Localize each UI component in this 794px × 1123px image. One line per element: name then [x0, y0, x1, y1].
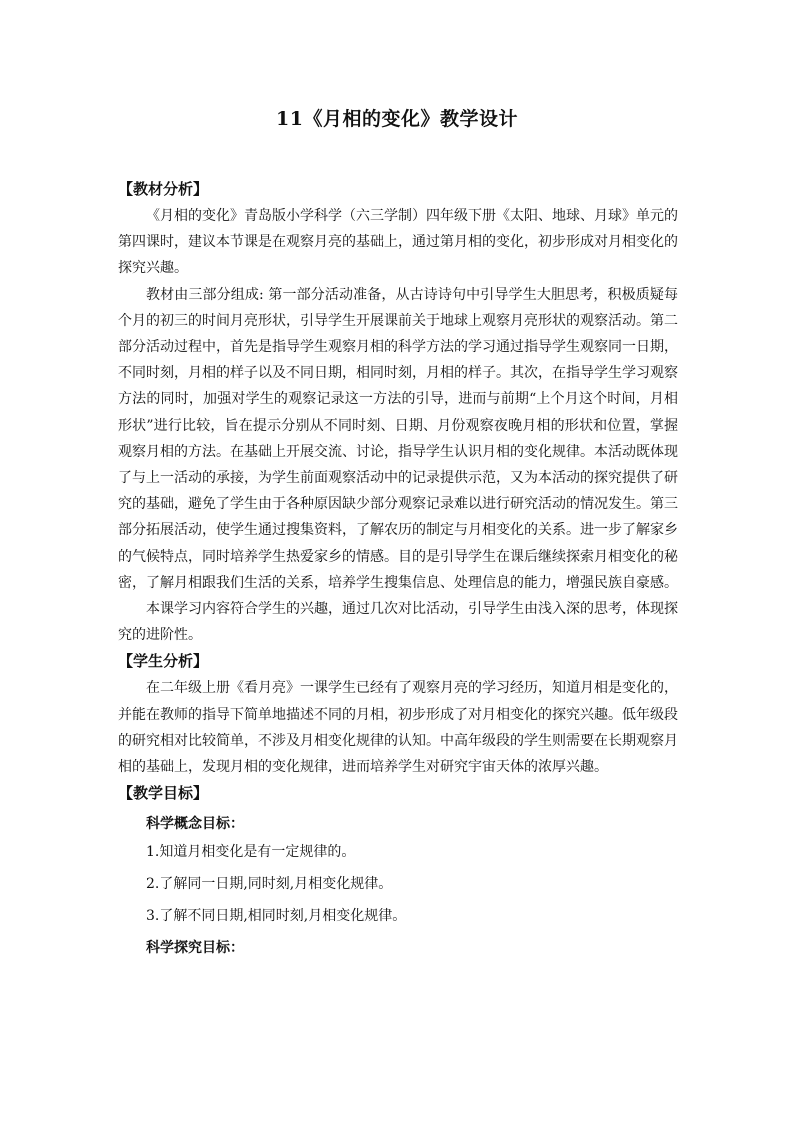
section-heading-teaching-goals: 【教学目标】 — [118, 784, 209, 803]
subheading-science-inquiry-goals: 科学探究目标： — [146, 940, 244, 957]
paragraph: 《月相的变化》青岛版小学科学（六三学制）四年级下册《太阳、地球、月球》单元的第四课时，建议本节课是在观察月亮的基础上，通过第月相的变化，初步形成对月相变化的探究兴趣。 — [118, 208, 678, 277]
document-title: 11《月相的变化》教学设计 — [276, 108, 518, 130]
subheading-science-concept-goals: 科学概念目标： — [146, 816, 244, 833]
list-item: 1.知道月相变化是有一定规律的。 — [146, 844, 356, 861]
document-body — [118, 176, 678, 963]
paragraph: 教材由三部分组成: 第一部分活动准备，从古诗诗句中引导学生大胆思考，积极质疑每个月的初三的时间月亮形状，引导学生开展课前关于地球上观察月亮形状的观察活动。第二部分活动过程中，首先是指导学生观察月相的科学方法的学习通过指导学生观察同一日期，不同时刻，月相的样子以及不同日期，相同时刻，月相的样子。其次，在指导学生学习观察方法的同时，加强对学生的观察记录这一方法的引导，进而与前期“上个月这个时间，月相形状”进行比较，旨在提示分别从不同时刻、日期、月份观察夜晚月相的形状和位置，掌握观察月相的方法。在基础上开展交流、讨论，指导学生认识月相的变化规律。本活动既体现了与上一活动的承接，为学生前面观察活动中的记录提供示范，又为本活动的探究提供了研究的基础，避免了学生由于各种原因缺少部分观察记录难以进行研究活动的情况发生。第三部分拓展活动，使学生通过搜集资料，了解农历的制定与月相变化的关系。进一步了解家乡的气候特点，同时培养学生热爱家乡的情感。目的是引导学生在课后继续探索月相变化的秘密，了解月相跟我们生活的关系，培养学生搜集信息、处理信息的能力，增强民族自豪感。 — [118, 286, 678, 591]
list-item: 3.了解不同日期,相同时刻,月相变化规律。 — [146, 908, 407, 925]
paragraph: 在二年级上册《看月亮》一课学生已经有了观察月亮的学习经历，知道月相是变化的，并能在教师的指导下简单地描述不同的月相，初步形成了对月相变化的探究兴趣。低年级段的研究相对比较简单，不涉及月相变化规律的认知。中高年级段的学生则需要在长期观察月相的基础上，发现月相的变化规律，进而培养学生对研究宇宙天体的浓厚兴趣。 — [118, 680, 678, 776]
section-heading-student-analysis: 【学生分析】 — [118, 652, 209, 671]
list-item: 2.了解同一日期,同时刻,月相变化规律。 — [146, 876, 393, 893]
section-heading-textbook-analysis: 【教材分析】 — [118, 180, 209, 198]
paragraph: 本课学习内容符合学生的兴趣，通过几次对比活动，引导学生由浅入深的思考，体现探究的进阶性。 — [118, 601, 678, 644]
